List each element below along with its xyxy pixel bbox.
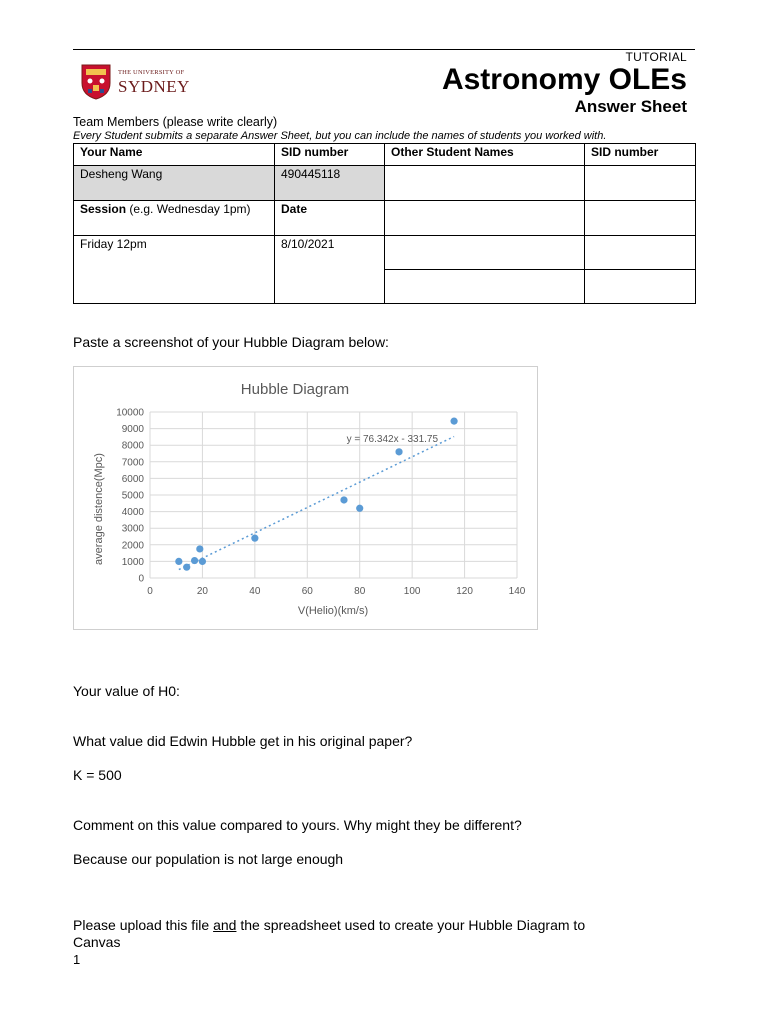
data-point: [183, 564, 190, 571]
chart-svg: [74, 367, 537, 629]
cell-other-name-4[interactable]: [385, 270, 585, 304]
y-tick-labels: [116, 408, 144, 585]
paste-prompt: Paste a screenshot of your Hubble Diagram below:: [73, 334, 389, 350]
x-tick-label: 20: [196, 586, 208, 597]
answer-compare: Because our population is not large enough: [73, 851, 344, 867]
header-rule: [73, 49, 695, 50]
y-tick-label: 6000: [121, 473, 144, 485]
university-logo: [80, 63, 200, 101]
y-tick-label: 5000: [121, 490, 144, 502]
y-tick-label: 4000: [121, 507, 144, 519]
chart-title: Hubble Diagram: [240, 381, 350, 398]
cell-other-sid-2[interactable]: [585, 201, 696, 236]
x-tick-label: 120: [456, 586, 473, 597]
x-axis-label: V(Helio)(km/s): [297, 605, 369, 617]
y-tick-label: 8000: [121, 440, 144, 452]
page-subtitle: Answer Sheet: [574, 97, 687, 116]
cell-session-value[interactable]: Friday 12pm: [74, 236, 275, 304]
y-tick-label: 9000: [121, 424, 144, 436]
data-point: [356, 505, 363, 512]
session-hint: (e.g. Wednesday 1pm): [126, 202, 251, 216]
x-tick-labels: [147, 586, 526, 597]
y-tick-label: 2000: [121, 540, 144, 552]
y-tick-label: 10000: [116, 407, 144, 419]
data-point: [450, 418, 457, 425]
upload-text-pre: Please upload this file: [73, 917, 214, 933]
header-other-names: Other Student Names: [385, 144, 585, 166]
tutorial-label: TUTORIAL: [625, 50, 687, 64]
cell-sid[interactable]: 490445118: [275, 166, 385, 201]
question-compare: Comment on this value compared to yours. Why might they be different?: [73, 817, 522, 833]
logo-line2: SYDNEY: [118, 77, 190, 96]
y-tick-label: 7000: [121, 457, 144, 469]
header-other-sid: SID number: [585, 144, 696, 166]
cell-date-value[interactable]: 8/10/2021: [275, 236, 385, 304]
page-number: 1: [73, 952, 81, 967]
x-tick-label: 140: [508, 586, 526, 597]
cell-session-label: [74, 201, 275, 236]
hubble-diagram-chart: [73, 366, 538, 630]
data-point: [196, 545, 203, 552]
x-tick-label: 0: [147, 586, 153, 597]
y-tick-label: 3000: [121, 523, 144, 535]
x-tick-label: 60: [301, 586, 313, 597]
data-point: [175, 558, 182, 565]
y-tick-label: 0: [138, 573, 144, 585]
page-title: Astronomy OLEs: [441, 63, 687, 96]
x-tick-label: 80: [354, 586, 366, 597]
cell-other-name-3[interactable]: [385, 236, 585, 270]
cell-other-name-2[interactable]: [385, 201, 585, 236]
cell-other-sid-4[interactable]: [585, 270, 696, 304]
y-axis-label: average distence(Mpc): [93, 453, 105, 565]
data-point: [191, 557, 198, 564]
cell-other-sid-1[interactable]: [585, 166, 696, 201]
cell-your-name[interactable]: Desheng Wang: [74, 166, 275, 201]
team-members-label: Team Members (please write clearly): [73, 115, 278, 129]
trendline-equation: y = 76.342x - 331.75: [346, 433, 439, 445]
data-point: [340, 496, 347, 503]
logo-line1: THE UNIVERSITY OF: [118, 69, 185, 76]
x-tick-label: 100: [403, 586, 421, 597]
cell-other-name-1[interactable]: [385, 166, 585, 201]
cell-date-label: Date: [275, 201, 385, 236]
team-members-note: Every Student submits a separate Answer Sheet, but you can include the names of students you worked with.: [73, 130, 607, 142]
team-info-table: [73, 143, 696, 304]
data-point: [395, 448, 402, 455]
x-tick-label: 40: [249, 586, 261, 597]
question-hubble: What value did Edwin Hubble get in his original paper?: [73, 733, 413, 749]
data-point: [251, 535, 258, 542]
data-point: [199, 558, 206, 565]
upload-instructions: [73, 917, 695, 951]
upload-text-line2: Canvas: [73, 934, 121, 950]
y-tick-label: 1000: [121, 556, 144, 568]
header-your-name: Your Name: [74, 144, 275, 166]
session-label: Session: [80, 202, 127, 216]
cell-other-sid-3[interactable]: [585, 236, 696, 270]
header-sid: SID number: [275, 144, 385, 166]
upload-text-post: the spreadsheet used to create your Hubble Diagram to: [236, 917, 586, 933]
answer-hubble: K = 500: [73, 767, 122, 783]
upload-text-and: and: [213, 917, 237, 933]
trendline: [179, 437, 454, 570]
h0-label: Your value of H0:: [73, 683, 180, 699]
